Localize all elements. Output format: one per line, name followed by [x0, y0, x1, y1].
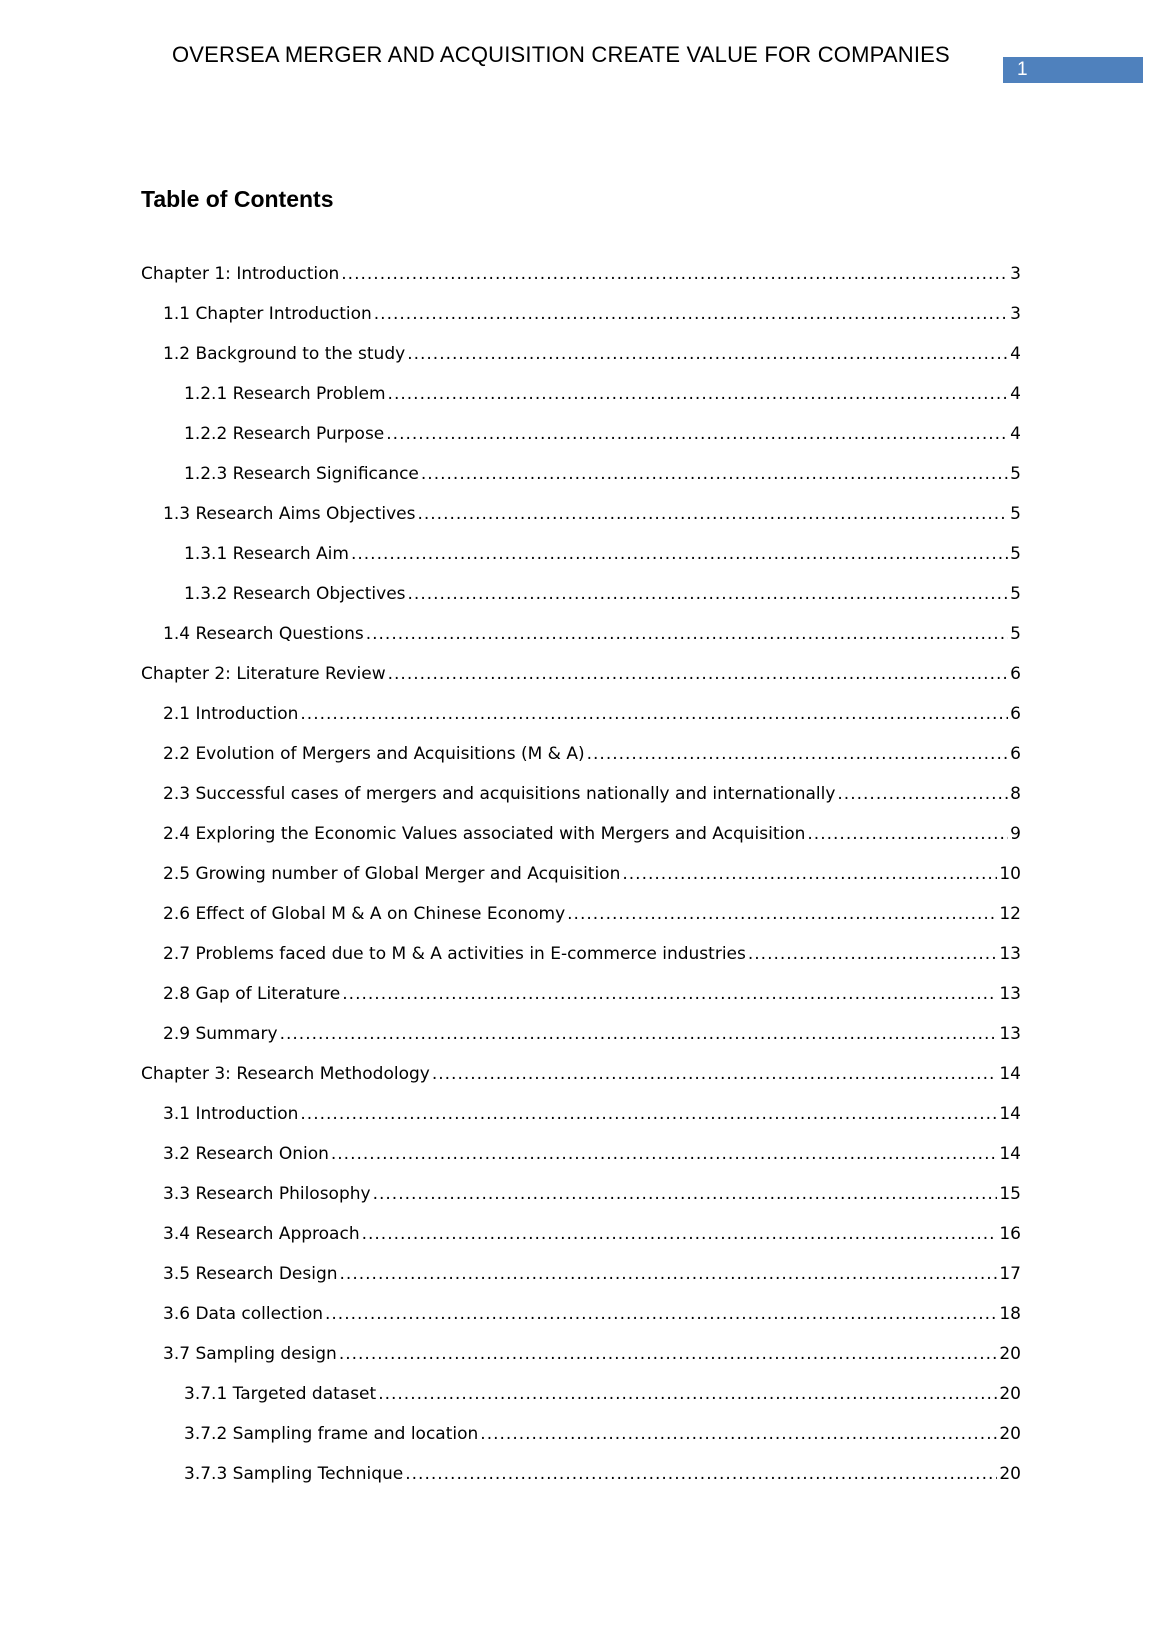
toc-entry-label: 2.6 Effect of Global M & A on Chinese Economy [163, 904, 566, 924]
toc-entry-label: 2.1 Introduction [163, 704, 299, 724]
toc-entry-page: 14 [999, 1064, 1021, 1084]
toc-entry-label: 3.1 Introduction [163, 1104, 299, 1124]
toc-dot-leader [378, 1384, 997, 1404]
toc-entry-2-8[interactable] [141, 976, 1021, 1016]
toc-dot-leader [331, 1144, 997, 1164]
toc-entry-1-4[interactable] [141, 616, 1021, 656]
toc-entry-1-2-2[interactable] [141, 416, 1021, 456]
toc-entry-label: Chapter 2: Literature Review [141, 664, 386, 684]
toc-entry-3-4[interactable] [141, 1216, 1021, 1256]
toc-entry-chapter-2[interactable] [141, 656, 1021, 696]
toc-entry-page: 13 [999, 984, 1021, 1004]
toc-entry-page: 6 [1010, 664, 1021, 684]
toc-entry-label: 1.4 Research Questions [163, 624, 364, 644]
toc-dot-leader [374, 304, 1008, 324]
toc-entry-page: 20 [999, 1424, 1021, 1444]
toc-entry-3-7-3[interactable] [141, 1456, 1021, 1496]
toc-entry-page: 18 [999, 1304, 1021, 1324]
toc-entry-3-7[interactable] [141, 1336, 1021, 1376]
toc-dot-leader [340, 1264, 998, 1284]
toc-entry-label: 2.5 Growing number of Global Merger and Acquisition [163, 864, 621, 884]
toc-dot-leader [342, 984, 997, 1004]
toc-dot-leader [280, 1024, 998, 1044]
toc-dot-leader [300, 704, 1008, 724]
toc-entry-3-6[interactable] [141, 1296, 1021, 1336]
toc-dot-leader [567, 904, 997, 924]
toc-entry-page: 5 [1010, 544, 1021, 564]
toc-entry-2-4[interactable] [141, 816, 1021, 856]
toc-entry-label: Chapter 3: Research Methodology [141, 1064, 430, 1084]
toc-entry-label: 2.7 Problems faced due to M & A activities in E-commerce industries [163, 944, 746, 964]
toc-dot-leader [325, 1304, 997, 1324]
toc-entry-page: 20 [999, 1344, 1021, 1364]
toc-entry-page: 6 [1010, 744, 1021, 764]
toc-entry-page: 13 [999, 1024, 1021, 1044]
toc-entry-3-7-2[interactable] [141, 1416, 1021, 1456]
toc-entry-label: 2.3 Successful cases of mergers and acquisitions nationally and internationally [163, 784, 836, 804]
toc-entry-2-3[interactable] [141, 776, 1021, 816]
toc-entry-label: 3.7.2 Sampling frame and location [184, 1424, 479, 1444]
toc-entry-label: 2.4 Exploring the Economic Values associated with Mergers and Acquisition [163, 824, 806, 844]
toc-entry-label: 3.4 Research Approach [163, 1224, 360, 1244]
toc-dot-leader [622, 864, 997, 884]
toc-entry-page: 5 [1010, 584, 1021, 604]
toc-entry-page: 5 [1010, 464, 1021, 484]
toc-entry-label: 3.7.1 Targeted dataset [184, 1384, 377, 1404]
toc-entry-label: 2.2 Evolution of Mergers and Acquisitions (M & A) [163, 744, 585, 764]
running-header-title: OVERSEA MERGER AND ACQUISITION CREATE VALUE FOR COMPANIES [172, 42, 950, 67]
toc-entry-2-5[interactable] [141, 856, 1021, 896]
toc-heading: Table of Contents [141, 186, 334, 212]
toc-entry-chapter-1[interactable] [141, 256, 1021, 296]
toc-entry-3-7-1[interactable] [141, 1376, 1021, 1416]
toc-entry-label: 1.3.2 Research Objectives [184, 584, 406, 604]
toc-dot-leader [421, 464, 1008, 484]
toc-dot-leader [339, 1344, 998, 1364]
toc-entry-page: 4 [1010, 424, 1021, 444]
toc-dot-leader [837, 784, 1008, 804]
toc-entry-page: 4 [1010, 384, 1021, 404]
toc-dot-leader [407, 344, 1008, 364]
toc-entry-1-3[interactable] [141, 496, 1021, 536]
toc-entry-page: 8 [1010, 784, 1021, 804]
toc-entry-2-1[interactable] [141, 696, 1021, 736]
toc-dot-leader [417, 504, 1008, 524]
toc-entry-page: 15 [999, 1184, 1021, 1204]
toc-entry-page: 17 [999, 1264, 1021, 1284]
toc-entry-3-5[interactable] [141, 1256, 1021, 1296]
toc-dot-leader [405, 1464, 997, 1484]
toc-dot-leader [408, 584, 1009, 604]
toc-entry-label: 3.2 Research Onion [163, 1144, 329, 1164]
toc-entry-2-2[interactable] [141, 736, 1021, 776]
toc-entry-page: 6 [1010, 704, 1021, 724]
toc-dot-leader [388, 664, 1009, 684]
toc-entry-page: 4 [1010, 344, 1021, 364]
toc-entry-3-3[interactable] [141, 1176, 1021, 1216]
toc-entry-page: 3 [1010, 304, 1021, 324]
toc-entry-page: 3 [1010, 264, 1021, 284]
toc-entry-page: 14 [999, 1104, 1021, 1124]
toc-entry-label: 3.3 Research Philosophy [163, 1184, 371, 1204]
toc-dot-leader [366, 624, 1008, 644]
toc-entry-label: 2.9 Summary [163, 1024, 278, 1044]
toc-entry-page: 9 [1010, 824, 1021, 844]
toc-dot-leader [388, 384, 1009, 404]
toc-entry-label: 1.1 Chapter Introduction [163, 304, 372, 324]
toc-entry-1-2[interactable] [141, 336, 1021, 376]
toc-entry-label: 3.6 Data collection [163, 1304, 323, 1324]
toc-entry-page: 12 [999, 904, 1021, 924]
toc-entry-label: 3.7 Sampling design [163, 1344, 337, 1364]
toc-entry-label: 1.2.1 Research Problem [184, 384, 386, 404]
toc-entry-1-1[interactable] [141, 296, 1021, 336]
toc-entry-chapter-3[interactable] [141, 1056, 1021, 1096]
toc-dot-leader [351, 544, 1008, 564]
toc-entry-label: 1.2.2 Research Purpose [184, 424, 385, 444]
toc-dot-leader [300, 1104, 997, 1124]
toc-entry-3-1[interactable] [141, 1096, 1021, 1136]
toc-entry-page: 20 [999, 1464, 1021, 1484]
toc-entry-page: 20 [999, 1384, 1021, 1404]
toc-entry-page: 14 [999, 1144, 1021, 1164]
toc-list [141, 256, 1021, 1496]
toc-entry-label: 1.3.1 Research Aim [184, 544, 349, 564]
toc-entry-page: 5 [1010, 504, 1021, 524]
toc-dot-leader [807, 824, 1008, 844]
toc-dot-leader [587, 744, 1009, 764]
toc-entry-page: 5 [1010, 624, 1021, 644]
toc-entry-3-2[interactable] [141, 1136, 1021, 1176]
toc-entry-page: 16 [999, 1224, 1021, 1244]
toc-entry-2-9[interactable] [141, 1016, 1021, 1056]
toc-dot-leader [341, 264, 1008, 284]
toc-entry-label: Chapter 1: Introduction [141, 264, 340, 284]
toc-dot-leader [432, 1064, 998, 1084]
toc-entry-label: 1.3 Research Aims Objectives [163, 504, 416, 524]
toc-dot-leader [362, 1224, 998, 1244]
toc-dot-leader [480, 1424, 997, 1444]
toc-entry-label: 3.5 Research Design [163, 1264, 338, 1284]
toc-entry-page: 10 [999, 864, 1021, 884]
toc-dot-leader [386, 424, 1008, 444]
toc-entry-2-6[interactable] [141, 896, 1021, 936]
toc-dot-leader [748, 944, 998, 964]
toc-entry-page: 13 [999, 944, 1021, 964]
page-number-badge: 1 [1003, 57, 1143, 83]
toc-entry-1-3-2[interactable] [141, 576, 1021, 616]
toc-entry-1-3-1[interactable] [141, 536, 1021, 576]
toc-entry-1-2-3[interactable] [141, 456, 1021, 496]
toc-entry-1-2-1[interactable] [141, 376, 1021, 416]
toc-entry-label: 1.2.3 Research Significance [184, 464, 419, 484]
toc-entry-label: 2.8 Gap of Literature [163, 984, 341, 1004]
toc-dot-leader [373, 1184, 998, 1204]
toc-entry-label: 1.2 Background to the study [163, 344, 406, 364]
toc-entry-2-7[interactable] [141, 936, 1021, 976]
toc-entry-label: 3.7.3 Sampling Technique [184, 1464, 404, 1484]
